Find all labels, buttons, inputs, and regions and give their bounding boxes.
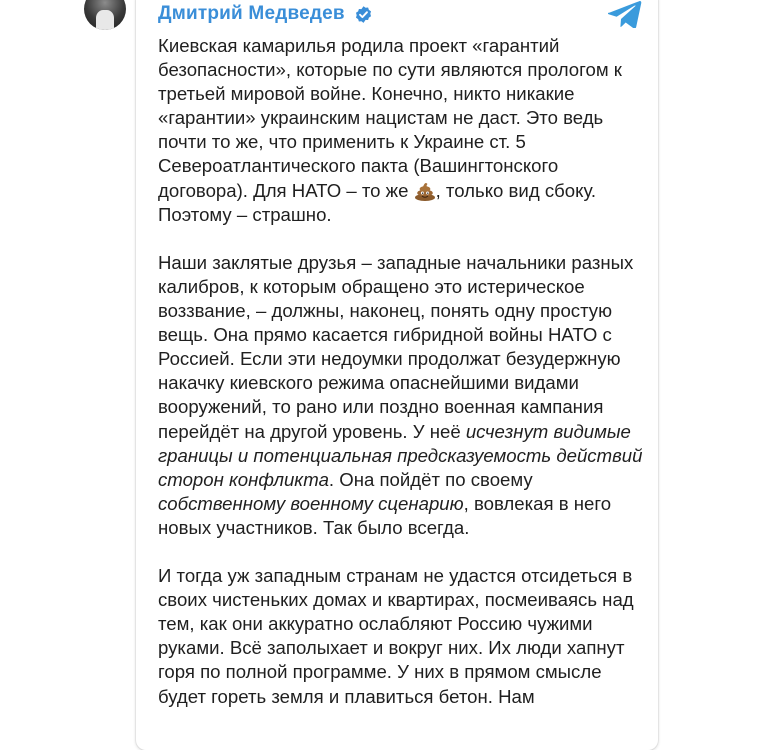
pile-of-poo-emoji	[414, 181, 436, 201]
author-avatar[interactable]	[84, 0, 126, 30]
paragraph-2-text-mid: . Она пойдёт по своему	[328, 468, 533, 490]
paragraph-3: И тогда уж западным странам не удастся отсидеться в своих чистеньких домах и квартирах, посмеиваясь над тем, как они аккуратно ослабляют Россию чужими руками. Всё заполыхает и вокруг них. Их люди хапнут горя по полной программе. У них в прямом смысле будет гореть земля и плавиться бетон. Нам	[158, 565, 634, 707]
paragraph-2-text-end: , вовлекая в него новых участников. Так было всегда.	[158, 492, 612, 538]
author-name[interactable]: Дмитрий Медведев	[158, 3, 345, 24]
paragraph-1-text-end: , только вид сбоку. Поэтому – страшно.	[158, 179, 597, 225]
paragraph-2-italic-2: собственному военному сценарию	[158, 492, 464, 514]
paragraph-2-text: Наши заклятые друзья – западные начальники разных калибров, к которым обращено это истерическое воззвание, – должны, наконец, понять одну простую вещь. Она прямо касается гибридной войны НАТО с Россией. Если эти недоумки продолжат безудержную накачку киевского режима опаснейшими видами вооружений, то рано или поздно военная кампания перейдёт на другой уровень. У неё	[158, 251, 634, 442]
message-text	[158, 34, 646, 709]
telegram-icon[interactable]	[608, 0, 642, 28]
paragraph-1-text: Киевская камарилья родила проект «гарантий безопасности», которые по сути являются прологом к третьей мировой войне. Конечно, никто никакие «гарантии» украинским нацистам не даст. Это ведь почти то же, что применить к Украине ст. 5 Североатлантического пакта (Вашингтонского договора). Для НАТО – то же	[158, 35, 622, 201]
paragraph-1	[158, 34, 646, 227]
message-header	[158, 3, 373, 25]
paragraph-2	[158, 251, 646, 540]
paragraph-2-italic-1: исчезнут видимые границы и потенциальная предсказуемость действий сторон конфликта	[158, 420, 643, 490]
verified-badge-icon	[354, 5, 373, 24]
